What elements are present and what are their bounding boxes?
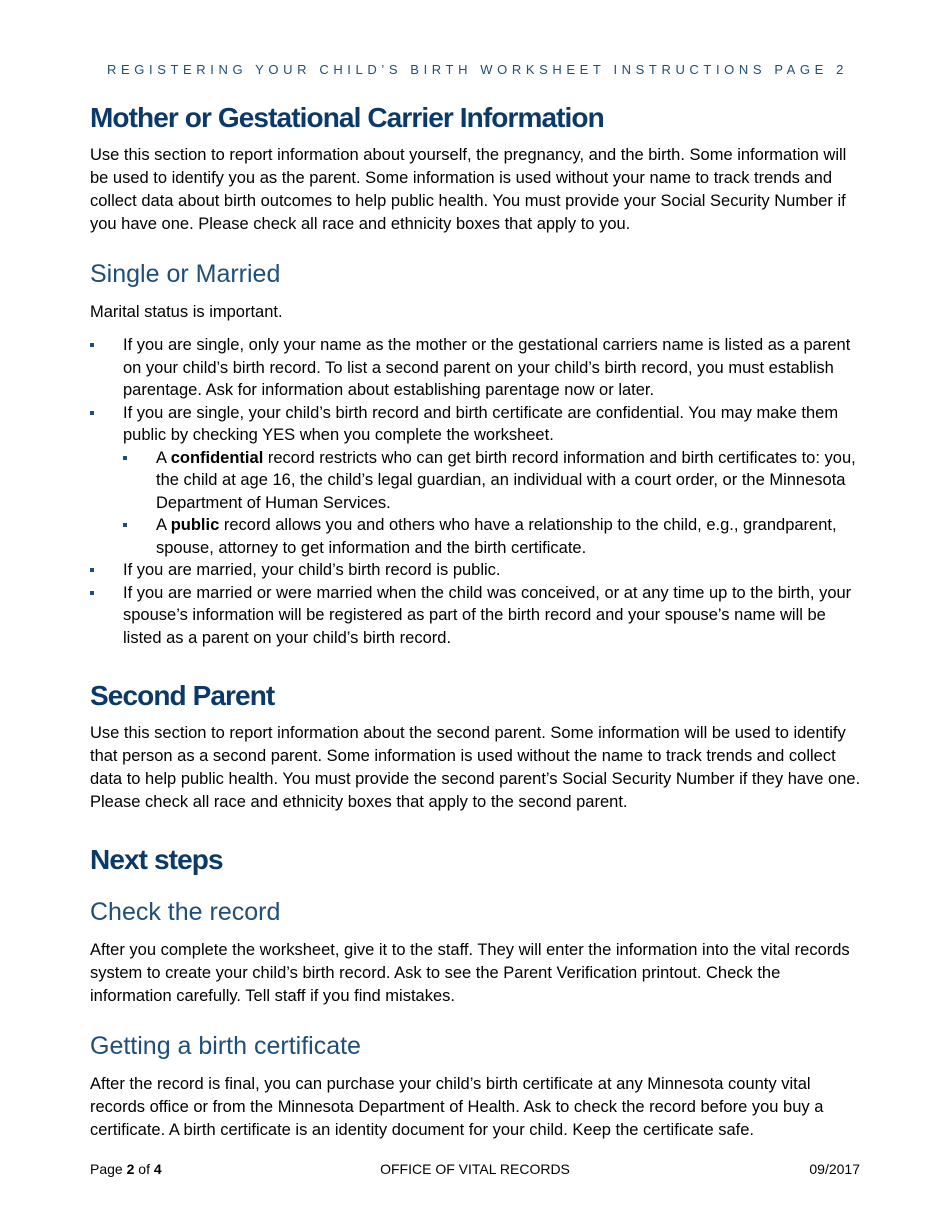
list-item: If you are single, only your name as the mother or the gestational carriers name is listed as a parent on your child’s birth record. To list a second parent on your child’s birth record, you must establish parentage. Ask for information about establishing parentage now or later. [90,334,865,402]
page-footer [90,1161,860,1177]
heading-birth-certificate: Getting a birth certificate [90,1032,361,1060]
second-parent-paragraph: Use this section to report information about the second parent. Some information will be used to identify that person as a second parent. Some information is used without the name to track trends and collect data to help public health. You must provide the second parent’s Social Security Number if they have one. Please check all race and ethnicity boxes that apply to the second parent. [90,724,861,811]
list-item: If you are single, your child’s birth record and birth certificate are confidential. You may make them public by checking YES when you complete the worksheet. A confidential record restricts who can get birth record information and birth certificates to: you, the child at age 16, the child’s legal guardian, an individual with a court order, or the Minnesota Department of Human Services. A public record allows you and others who have a relationship to the child, e.g., grandparent, spouse, attorney to get information and the birth certificate. [90,402,865,560]
square-bullet-icon [90,568,94,572]
square-bullet-icon [90,411,94,415]
heading-next-steps: Next steps [90,844,223,875]
heading-single-married: Single or Married [90,260,281,288]
birth-certificate-paragraph: After the record is final, you can purchase your child’s birth certificate at any Minnesota county vital records office or from the Minnesota Department of Health. Ask to check the record before you buy a certificate. A birth certificate is an identity document for your child. Keep the certificate safe. [90,1075,824,1139]
heading-check-record: Check the record [90,898,281,926]
heading-mother-info: Mother or Gestational Carrier Information [90,102,604,133]
record-type-sub-list [123,447,865,560]
marital-bullet-list [90,334,865,649]
list-item: A public record allows you and others who have a relationship to the child, e.g., grandparent, spouse, attorney to get information and the birth certificate. [123,514,865,559]
square-bullet-icon [90,591,94,595]
footer-office: OFFICE OF VITAL RECORDS [380,1161,570,1177]
running-header: REGISTERING YOUR CHILD’S BIRTH WORKSHEET INSTRUCTIONS PAGE 2 [107,62,848,77]
page-number: Page 2 of 4 [90,1161,162,1177]
square-bullet-icon [123,456,127,460]
footer-date: 09/2017 [809,1161,860,1177]
heading-second-parent: Second Parent [90,680,275,711]
square-bullet-icon [90,343,94,347]
square-bullet-icon [123,523,127,527]
mother-info-paragraph: Use this section to report information about yourself, the pregnancy, and the birth. Some information will be used to identify you as the parent. Some information is used without your name to track trends and collect data about birth outcomes to help public health. You must provide your Social Security Number if you have one. Please check all race and ethnicity boxes that apply to you. [90,146,847,233]
marital-intro: Marital status is important. [90,303,283,321]
list-item: A confidential record restricts who can get birth record information and birth certificates to: you, the child at age 16, the child’s legal guardian, an individual with a court order, or the Minnesota Department of Human Services. [123,447,865,515]
document-page [90,62,865,1142]
check-record-paragraph: After you complete the worksheet, give it to the staff. They will enter the information into the vital records system to create your child’s birth record. Ask to see the Parent Verification printout. Check the information carefully. Tell staff if you find mistakes. [90,941,850,1005]
list-item: If you are married or were married when the child was conceived, or at any time up to the birth, your spouse’s information will be registered as part of the birth record and your spouse’s name will be listed as a parent on your child’s birth record. [90,582,865,650]
list-item: If you are married, your child’s birth record is public. [90,559,865,582]
